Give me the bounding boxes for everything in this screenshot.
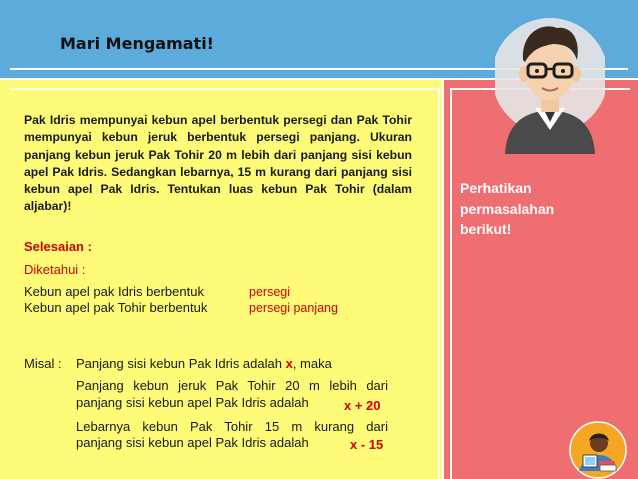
known-label: Diketahui : <box>24 262 86 277</box>
known-item-label: Kebun apel pak Tohir berbentuk <box>24 300 208 315</box>
length-statement-line: panjang sisi kebun apel Pak Idris adalah <box>76 395 309 410</box>
known-item-label: Kebun apel pak Idris berbentuk <box>24 284 204 299</box>
misal-label: Misal : <box>24 356 62 371</box>
length-expression: x + 20 <box>344 398 381 413</box>
known-item-value: persegi <box>249 285 290 299</box>
problem-text: Pak Idris mempunyai kebun apel berbentuk persegi dan Pak Tohir mempunyai kebun jeruk berbentuk persegi panjang. Ukuran panjang kebun jeruk Pak Tohir 20 m lebih dari panjang sisi kebun apel Pak Idris. Sedangkan lebarnya, 15 m kurang dari panjang sisi kebun apel Pak Idris. Tentukan luas kebun Pak Tohir (dalam aljabar)! <box>24 113 412 214</box>
student-reading-icon <box>569 421 627 479</box>
side-prompt <box>460 178 610 240</box>
side-prompt-line: Perhatikan <box>460 180 532 196</box>
misal-text: Panjang sisi kebun Pak Idris adalah <box>76 356 282 371</box>
width-statement-line: panjang sisi kebun apel Pak Idris adalah <box>76 435 309 450</box>
known-item-value: persegi panjang <box>249 301 338 315</box>
width-expression: x - 15 <box>350 437 384 452</box>
misal-statement <box>76 356 332 371</box>
misal-variable: x <box>285 356 293 371</box>
solution-heading: Selesaian : <box>24 239 92 254</box>
side-prompt-line: permasalahan <box>460 200 555 217</box>
side-prompt-line: berikut! <box>460 221 512 237</box>
width-statement-line: Lebarnya kebun Pak Tohir 15 m kurang dari <box>76 419 388 434</box>
slide-title: Mari Mengamati! <box>60 34 214 53</box>
misal-tail: , maka <box>292 356 332 371</box>
teacher-avatar-icon <box>495 4 605 154</box>
length-statement-line: Panjang kebun jeruk Pak Tohir 20 m lebih dari <box>76 378 388 393</box>
